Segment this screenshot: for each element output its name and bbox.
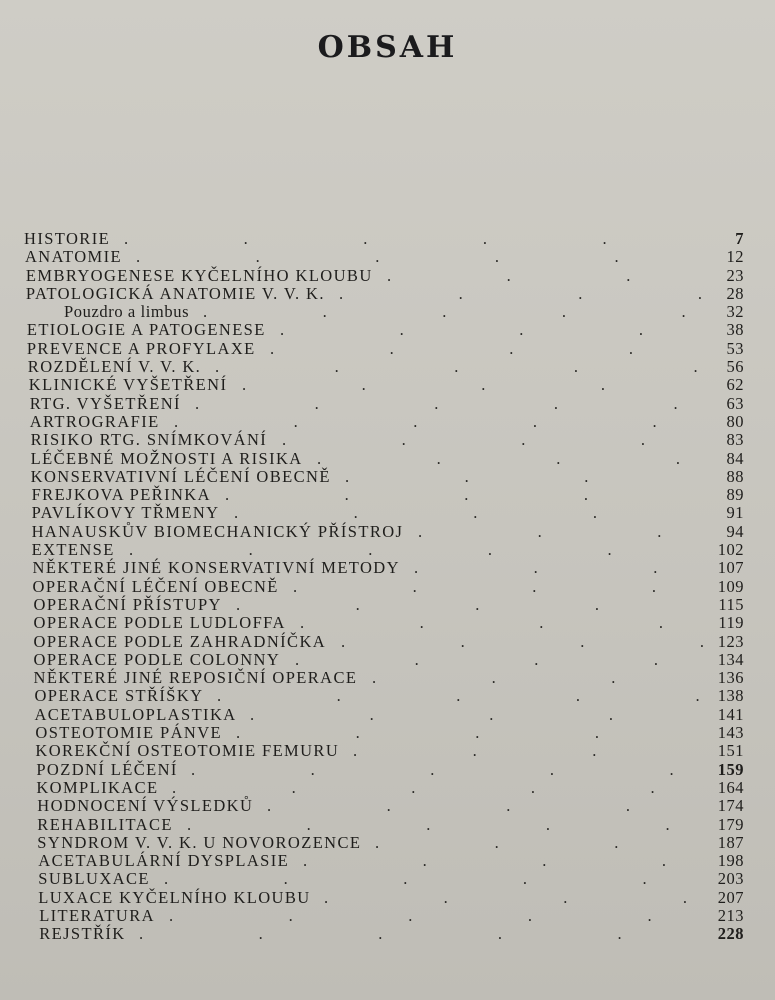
toc-entry-title: KLINICKÉ VYŠETŘENÍ: [28, 375, 228, 395]
leader-dots: [217, 687, 704, 705]
toc-entry-page: 187: [717, 832, 744, 852]
leader-dots: [172, 779, 704, 797]
leader-dots: [414, 559, 704, 577]
toc-entry-title: REJSTŘÍK: [39, 924, 126, 944]
toc-entry-page: 28: [726, 283, 744, 303]
leader-dots: [242, 376, 704, 394]
toc-entry: [24, 523, 744, 541]
toc-entry: [24, 321, 744, 339]
toc-entry-page: 88: [726, 466, 744, 486]
leader-dots: [195, 395, 704, 413]
toc-entry-title: OPERAČNÍ LÉČENÍ OBECNĚ: [32, 576, 279, 596]
toc-entry-page: 89: [726, 485, 744, 505]
toc-entry-title: RTG. VYŠETŘENÍ: [29, 393, 181, 413]
toc-entry-page: 115: [718, 594, 744, 614]
toc-entry-title: POZDNÍ LÉČENÍ: [36, 759, 178, 779]
toc-entry: [24, 559, 744, 577]
toc-entry: [24, 742, 744, 760]
toc-entry: [24, 852, 744, 870]
toc-entry-title: PATOLOGICKÁ ANATOMIE V. V. K.: [25, 283, 325, 303]
toc-entry: [24, 248, 744, 266]
leader-dots: [164, 870, 704, 888]
leader-dots: [203, 303, 704, 321]
leader-dots: [280, 321, 704, 339]
toc-entry-title: KOREKČNÍ OSTEOTOMIE FEMURU: [35, 741, 340, 761]
leader-dots: [267, 797, 704, 815]
toc-entry: [24, 358, 744, 376]
toc-entry-page: 12: [726, 247, 744, 267]
toc-entry-page: 159: [717, 759, 744, 779]
toc-entry-page: 203: [717, 869, 744, 889]
leader-dots: [317, 450, 704, 468]
toc-entry-page: 80: [726, 411, 744, 431]
toc-entry-page: 179: [717, 814, 744, 834]
toc-entry-page: 143: [717, 723, 744, 743]
toc-entry-title: ARTROGRAFIE: [29, 411, 160, 431]
toc-entry: [24, 413, 744, 431]
toc-entry-page: 228: [717, 924, 744, 944]
toc-entry-title: OPERACE STŘÍŠKY: [34, 686, 204, 706]
toc-entry-page: 84: [726, 448, 744, 468]
toc-entry-page: 83: [726, 430, 744, 450]
leader-dots: [124, 230, 704, 248]
toc-entry-title: HANAUSKŮV BIOMECHANICKÝ PŘÍSTROJ: [31, 521, 404, 541]
leader-dots: [250, 706, 704, 724]
leader-dots: [282, 431, 704, 449]
toc-entry-title: OPERACE PODLE COLONNY: [33, 649, 281, 669]
toc-entry: [24, 578, 744, 596]
toc-entry-page: 32: [726, 302, 744, 322]
toc-entry-title: ROZDĚLENÍ V. V. K.: [27, 357, 202, 377]
toc-entry-title: NĚKTERÉ JINÉ REPOSIČNÍ OPERACE: [33, 668, 358, 688]
toc-entry: [24, 834, 744, 852]
toc-entry-page: 174: [717, 796, 744, 816]
toc-entry-title: FREJKOVA PEŘINKA: [31, 485, 211, 505]
toc-entry: [24, 779, 744, 797]
leader-dots: [236, 724, 704, 742]
toc-entry-page: 38: [726, 320, 744, 340]
toc-entry-title: OPERAČNÍ PŘÍSTUPY: [33, 594, 222, 614]
toc-entry: [24, 340, 744, 358]
toc-entry: [24, 230, 744, 248]
toc-entry-page: 213: [717, 905, 744, 925]
leader-dots: [303, 852, 704, 870]
toc-entry-page: 119: [718, 613, 744, 633]
leader-dots: [353, 742, 704, 760]
leader-dots: [345, 468, 704, 486]
toc-entry-title: EXTENSE: [31, 540, 115, 560]
toc-entry-page: 123: [717, 631, 744, 651]
toc-entry-page: 141: [717, 704, 744, 724]
toc-entry-title: KOMPLIKACE: [36, 777, 159, 797]
toc-entry: [24, 267, 744, 285]
toc-entry: [24, 285, 744, 303]
toc-entry: [24, 633, 744, 651]
toc-entry-page: 151: [717, 741, 744, 761]
toc-entry-title: LUXACE KYČELNÍHO KLOUBU: [38, 887, 311, 907]
toc-entry: [24, 889, 744, 907]
leader-dots: [215, 358, 704, 376]
toc-entry: [24, 925, 744, 943]
leader-dots: [324, 889, 704, 907]
leader-dots: [375, 834, 704, 852]
leader-dots: [187, 816, 704, 834]
leader-dots: [139, 925, 704, 943]
toc-entry-title: SYNDROM V. V. K. U NOVOROZENCE: [37, 832, 362, 852]
toc-entry: [24, 797, 744, 815]
toc-entry-title: Pouzdro a limbus: [64, 302, 190, 322]
leader-dots: [225, 486, 704, 504]
toc-entry-title: HODNOCENÍ VÝSLEDKŮ: [37, 796, 254, 816]
leader-dots: [339, 285, 704, 303]
leader-dots: [418, 523, 704, 541]
toc-entry-page: 207: [717, 887, 744, 907]
toc-entry-page: 164: [717, 777, 744, 797]
toc-entry: [24, 761, 744, 779]
leader-dots: [293, 578, 704, 596]
toc-entry-title: PAVLÍKOVY TŘMENY: [31, 503, 220, 523]
leader-dots: [129, 541, 704, 559]
toc-entry: [24, 431, 744, 449]
toc-entry-title: LÉČEBNÉ MOŽNOSTI A RISIKA: [30, 448, 303, 468]
toc-entry-title: OPERACE PODLE ZAHRADNÍČKA: [33, 631, 327, 651]
toc-entry-title: LITERATURA: [39, 905, 155, 925]
toc-entry: [24, 907, 744, 925]
leader-dots: [387, 267, 704, 285]
page-title: OBSAH: [317, 30, 458, 65]
toc-entry-page: 136: [717, 668, 744, 688]
toc-entry-title: OSTEOTOMIE PÁNVE: [35, 723, 223, 743]
toc-entry-title: ACETABULÁRNÍ DYSPLASIE: [38, 851, 290, 871]
toc-entry-page: 102: [717, 540, 744, 560]
toc-entry: [24, 596, 744, 614]
leader-dots: [300, 614, 704, 632]
toc-entry: [24, 870, 744, 888]
toc-entry-page: 134: [717, 649, 744, 669]
leader-dots: [236, 596, 704, 614]
toc-entry-page: 109: [717, 576, 744, 596]
toc-entry-page: 63: [726, 393, 744, 413]
toc-entry: [24, 468, 744, 486]
toc-entry: [24, 450, 744, 468]
toc-entry: [24, 504, 744, 522]
toc-entry-page: 53: [726, 338, 744, 358]
leader-dots: [295, 651, 704, 669]
toc-entry-page: 94: [726, 521, 744, 541]
toc-entry-page: 107: [717, 558, 744, 578]
toc-entry-title: EMBRYOGENESE KYČELNÍHO KLOUBU: [25, 265, 373, 285]
leader-dots: [234, 504, 704, 522]
leader-dots: [341, 633, 704, 651]
toc-entry: [24, 687, 744, 705]
toc-entry-page: 138: [717, 686, 744, 706]
toc-entry: [24, 614, 744, 632]
toc-entry-page: 62: [726, 375, 744, 395]
toc-entry-title: ACETABULOPLASTIKA: [34, 704, 237, 724]
toc-entry-page: 198: [717, 851, 744, 871]
toc-entry: [24, 724, 744, 742]
toc-entry-title: SUBLUXACE: [38, 869, 150, 889]
toc-entry-title: RISIKO RTG. SNÍMKOVÁNÍ: [30, 430, 268, 450]
toc-entry: [24, 541, 744, 559]
toc-entry-title: HISTORIE: [24, 229, 111, 248]
leader-dots: [270, 340, 704, 358]
toc-entry-title: ANATOMIE: [24, 247, 122, 267]
toc-entry: [24, 486, 744, 504]
toc-entry: [24, 395, 744, 413]
toc-entry: [24, 706, 744, 724]
toc-entry: [24, 376, 744, 394]
toc-entry-title: REHABILITACE: [37, 814, 173, 834]
toc-entry-page: 56: [726, 357, 744, 377]
toc-entry-title: NĚKTERÉ JINÉ KONSERVATIVNÍ METODY: [32, 558, 400, 578]
toc-entry-title: OPERACE PODLE LUDLOFFA: [33, 613, 286, 633]
toc-entry: [24, 816, 744, 834]
leader-dots: [372, 669, 704, 687]
leader-dots: [191, 761, 704, 779]
toc-entry: [24, 303, 744, 321]
leader-dots: [136, 248, 704, 266]
table-of-contents: [24, 230, 744, 944]
toc-entry-title: ETIOLOGIE A PATOGENESE: [26, 320, 266, 340]
toc-entry: [24, 669, 744, 687]
toc-entry-title: KONSERVATIVNÍ LÉČENÍ OBECNĚ: [30, 466, 331, 486]
toc-entry-page: 7: [735, 229, 744, 248]
leader-dots: [174, 413, 704, 431]
leader-dots: [169, 907, 704, 925]
toc-entry-title: PREVENCE A PROFYLAXE: [26, 338, 256, 358]
toc-entry: [24, 651, 744, 669]
toc-entry-page: 91: [726, 503, 744, 523]
toc-entry-page: 23: [726, 265, 744, 285]
